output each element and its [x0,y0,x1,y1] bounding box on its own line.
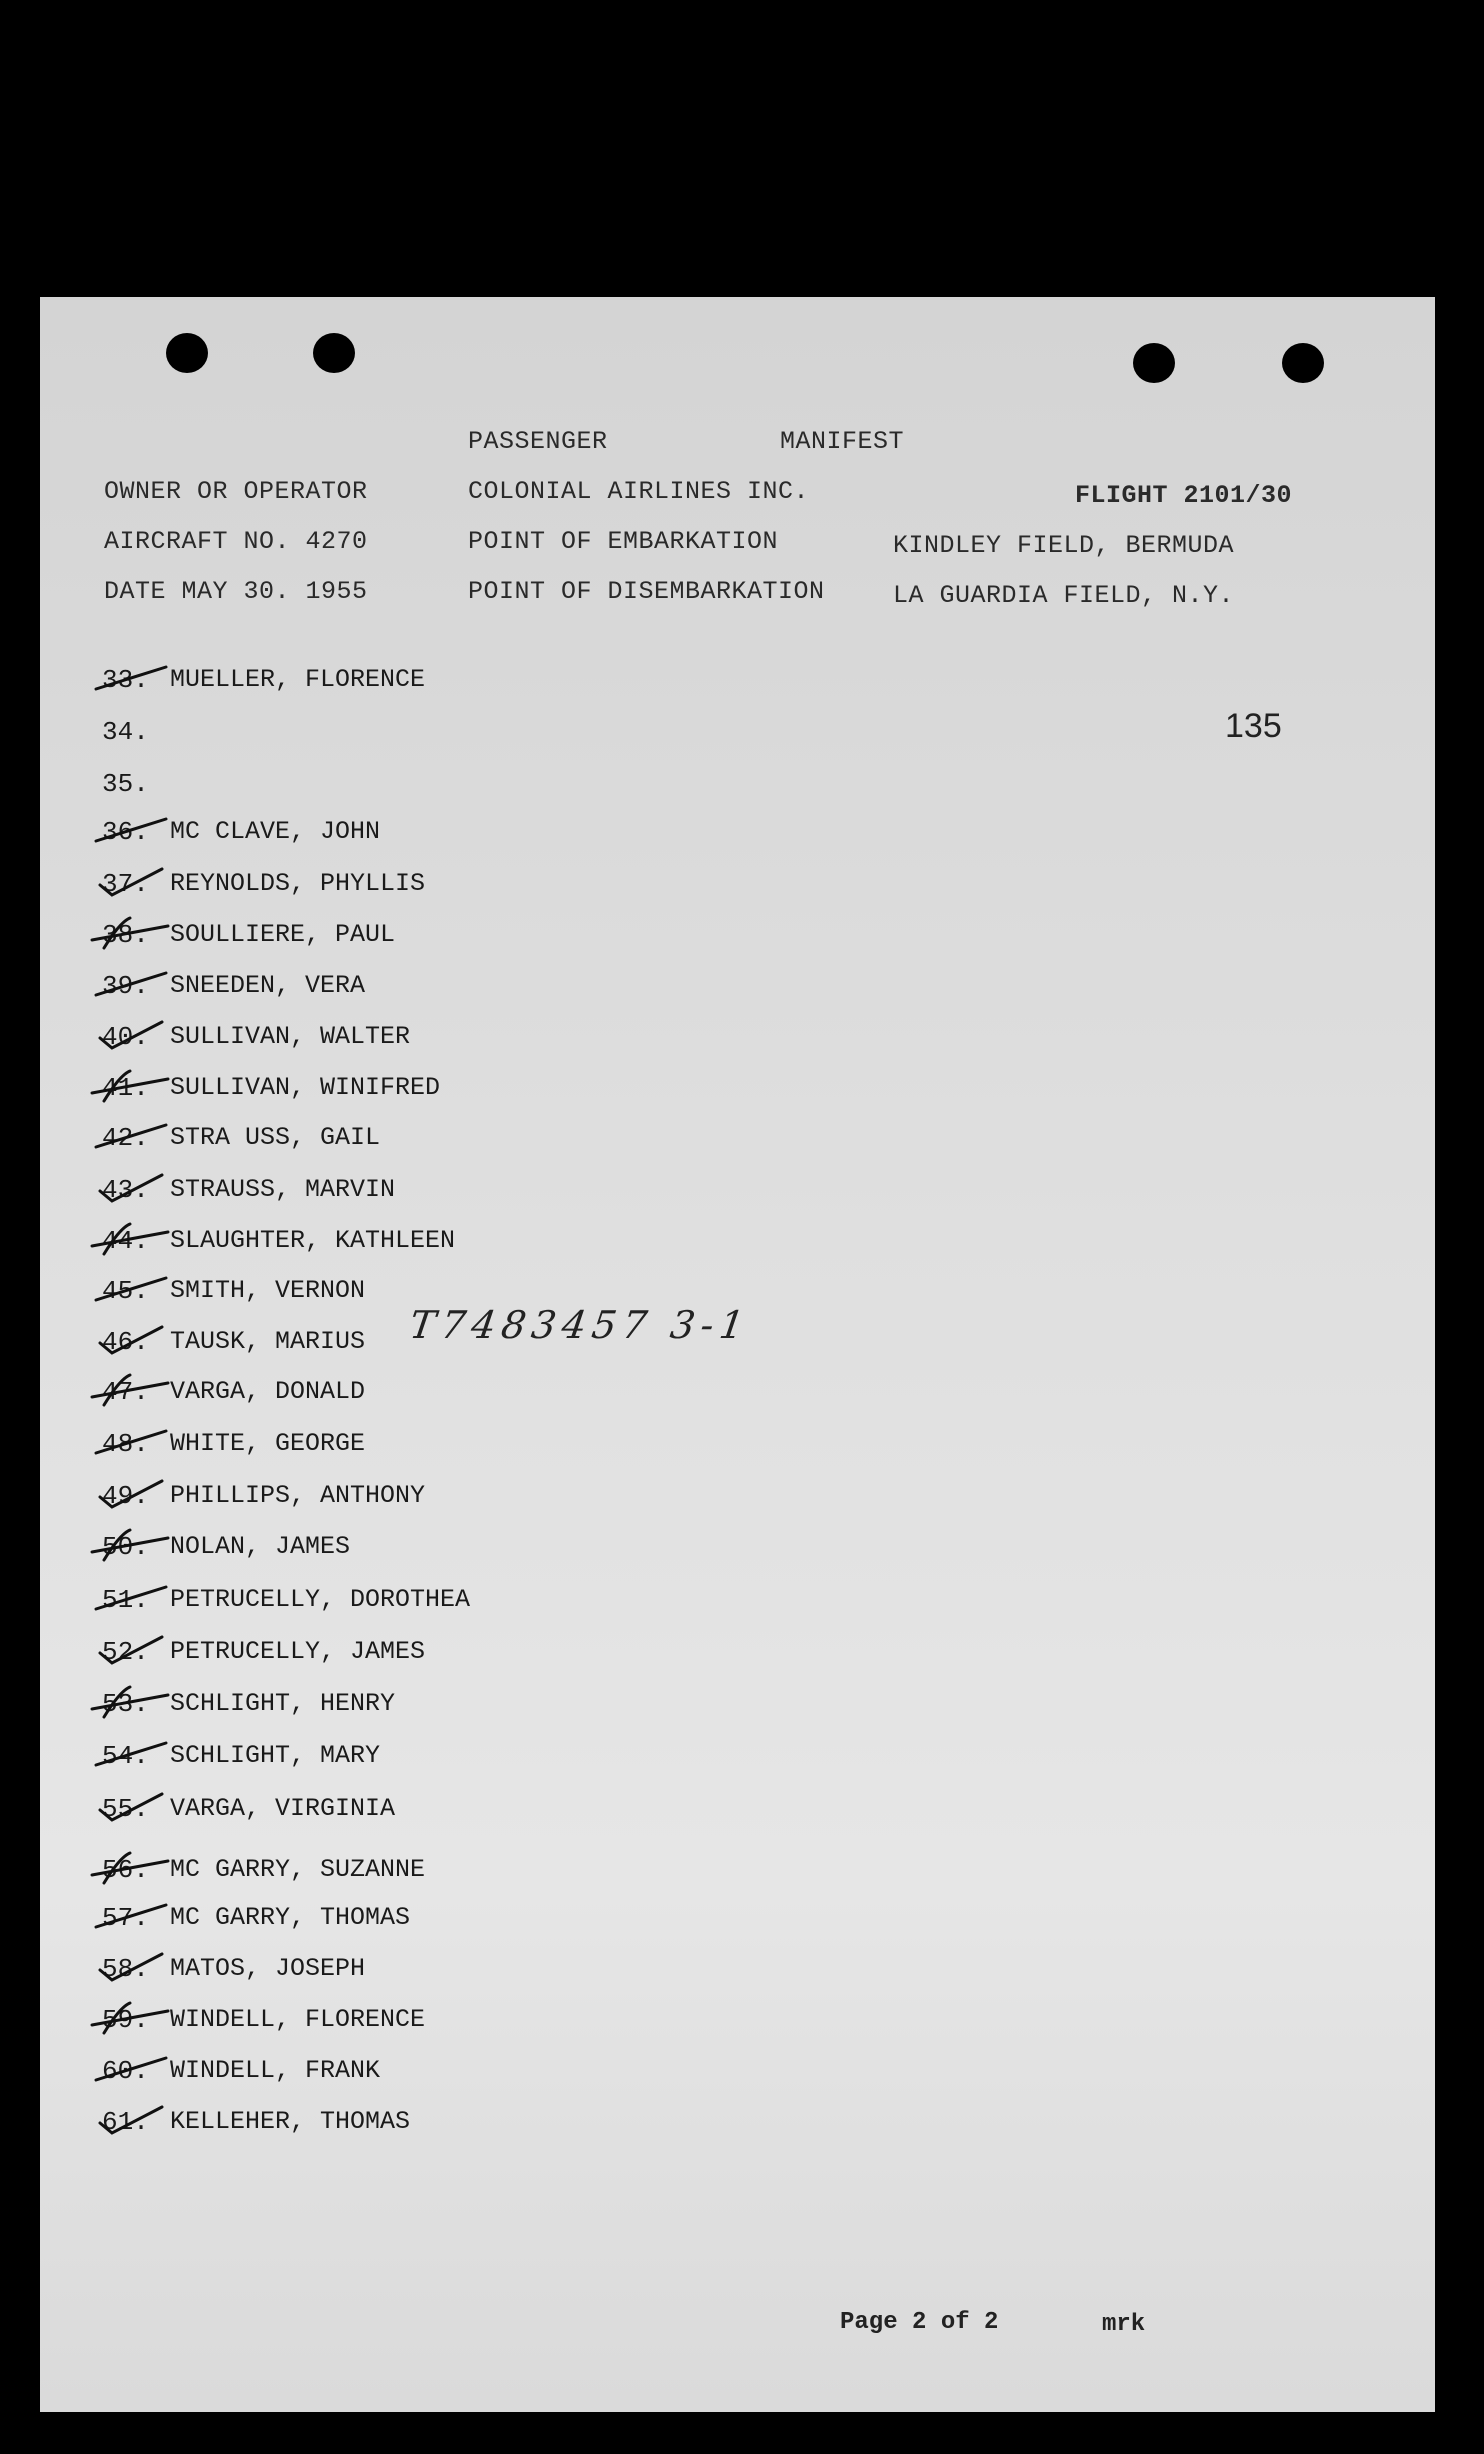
passenger-row [40,769,740,809]
passenger-name: MUELLER, FLORENCE [170,665,426,694]
passenger-name: WINDELL, FLORENCE [170,2005,426,2034]
passenger-name: SCHLIGHT, MARY [170,1741,381,1770]
passenger-name: MC GARRY, THOMAS [170,1903,411,1932]
passenger-number: 34. [102,717,149,747]
handwritten-note: T7483457 3-1 [406,1303,753,1347]
passenger-name: STRAUSS, MARVIN [170,1175,396,1204]
flight-date: DATE MAY 30. 1955 [104,577,368,606]
passenger-name: REYNOLDS, PHYLLIS [170,869,426,898]
passenger-name: WINDELL, FRANK [170,2056,381,2085]
passenger-name: PHILLIPS, ANTHONY [170,1481,426,1510]
passenger-name: TAUSK, MARIUS [170,1327,366,1356]
passenger-number: 60. [102,2056,149,2086]
page-number: Page 2 of 2 [840,2309,999,2336]
passenger-number: 51. [102,1585,149,1615]
passenger-number: 50. [102,1532,149,1562]
passenger-number: 48. [102,1429,149,1459]
passenger-name: VARGA, DONALD [170,1377,366,1406]
embarkation-value: KINDLEY FIELD, BERMUDA [893,531,1235,560]
aircraft-number: AIRCRAFT NO. 4270 [104,527,368,556]
passenger-number: 45. [102,1276,149,1306]
passenger-number: 59. [102,2005,149,2035]
punch-hole [313,333,355,373]
passenger-number: 36. [102,817,149,847]
passenger-row [40,1377,740,1417]
passenger-row [40,1637,740,1677]
punch-hole [1133,343,1175,383]
passenger-row [40,1429,740,1469]
passenger-row [40,817,740,857]
passenger-row [40,665,740,705]
disembarkation-value: LA GUARDIA FIELD, N.Y. [893,581,1235,610]
passenger-number: 37. [102,869,149,899]
passenger-row [40,2056,740,2096]
passenger-row [40,1226,740,1266]
manifest-sheet [40,297,1435,2412]
passenger-row [40,1903,740,1943]
passenger-row [40,1175,740,1215]
owner-value: COLONIAL AIRLINES INC. [468,477,810,506]
passenger-number: 46. [102,1327,149,1357]
passenger-name: WHITE, GEORGE [170,1429,366,1458]
clerk-initials: mrk [1102,2311,1146,2338]
passenger-name: MATOS, JOSEPH [170,1954,366,1983]
passenger-name: NOLAN, JAMES [170,1532,351,1561]
passenger-number: 40. [102,1022,149,1052]
title-manifest: MANIFEST [780,427,905,456]
passenger-name: SNEEDEN, VERA [170,971,366,1000]
passenger-name: MC GARRY, SUZANNE [170,1855,426,1884]
passenger-row [40,1073,740,1113]
passenger-row [40,1741,740,1781]
stamp-number: 135 [1225,707,1282,745]
passenger-row [40,1481,740,1521]
disembarkation-label: POINT OF DISEMBARKATION [468,577,825,606]
passenger-number: 56. [102,1855,149,1885]
passenger-number: 44. [102,1226,149,1256]
punch-hole [166,333,208,373]
passenger-row [40,920,740,960]
passenger-row [40,971,740,1011]
passenger-name: PETRUCELLY, JAMES [170,1637,426,1666]
passenger-number: 43. [102,1175,149,1205]
passenger-number: 61. [102,2107,149,2137]
punch-hole [1282,343,1324,383]
passenger-number: 42. [102,1123,149,1153]
passenger-number: 41. [102,1073,149,1103]
passenger-row [40,1794,740,1834]
passenger-name: SLAUGHTER, KATHLEEN [170,1226,456,1255]
passenger-row [40,1855,740,1895]
passenger-number: 53. [102,1689,149,1719]
passenger-number: 38. [102,920,149,950]
passenger-row [40,1689,740,1729]
passenger-name: VARGA, VIRGINIA [170,1794,396,1823]
passenger-row [40,1954,740,1994]
passenger-row [40,2107,740,2147]
passenger-number: 58. [102,1954,149,1984]
passenger-row [40,1123,740,1163]
passenger-number: 39. [102,971,149,1001]
passenger-name: SCHLIGHT, HENRY [170,1689,396,1718]
flight-number: FLIGHT 2101/30 [1075,481,1293,510]
passenger-number: 33. [102,665,149,695]
passenger-number: 54. [102,1741,149,1771]
embarkation-label: POINT OF EMBARKATION [468,527,779,556]
owner-label: OWNER OR OPERATOR [104,477,368,506]
passenger-number: 35. [102,769,149,799]
title-passenger: PASSENGER [468,427,608,456]
passenger-name: PETRUCELLY, DOROTHEA [170,1585,471,1614]
passenger-name: SMITH, VERNON [170,1276,366,1305]
passenger-name: MC CLAVE, JOHN [170,817,381,846]
passenger-number: 55. [102,1794,149,1824]
passenger-row [40,2005,740,2045]
passenger-number: 47. [102,1377,149,1407]
passenger-row [40,869,740,909]
passenger-name: SULLIVAN, WALTER [170,1022,411,1051]
passenger-name: SULLIVAN, WINIFRED [170,1073,441,1102]
passenger-row [40,1022,740,1062]
passenger-row [40,717,740,757]
passenger-row [40,1532,740,1572]
passenger-row [40,1585,740,1625]
passenger-number: 52. [102,1637,149,1667]
passenger-number: 49. [102,1481,149,1511]
passenger-name: KELLEHER, THOMAS [170,2107,411,2136]
passenger-name: STRA USS, GAIL [170,1123,381,1152]
passenger-name: SOULLIERE, PAUL [170,920,396,949]
passenger-number: 57. [102,1903,149,1933]
